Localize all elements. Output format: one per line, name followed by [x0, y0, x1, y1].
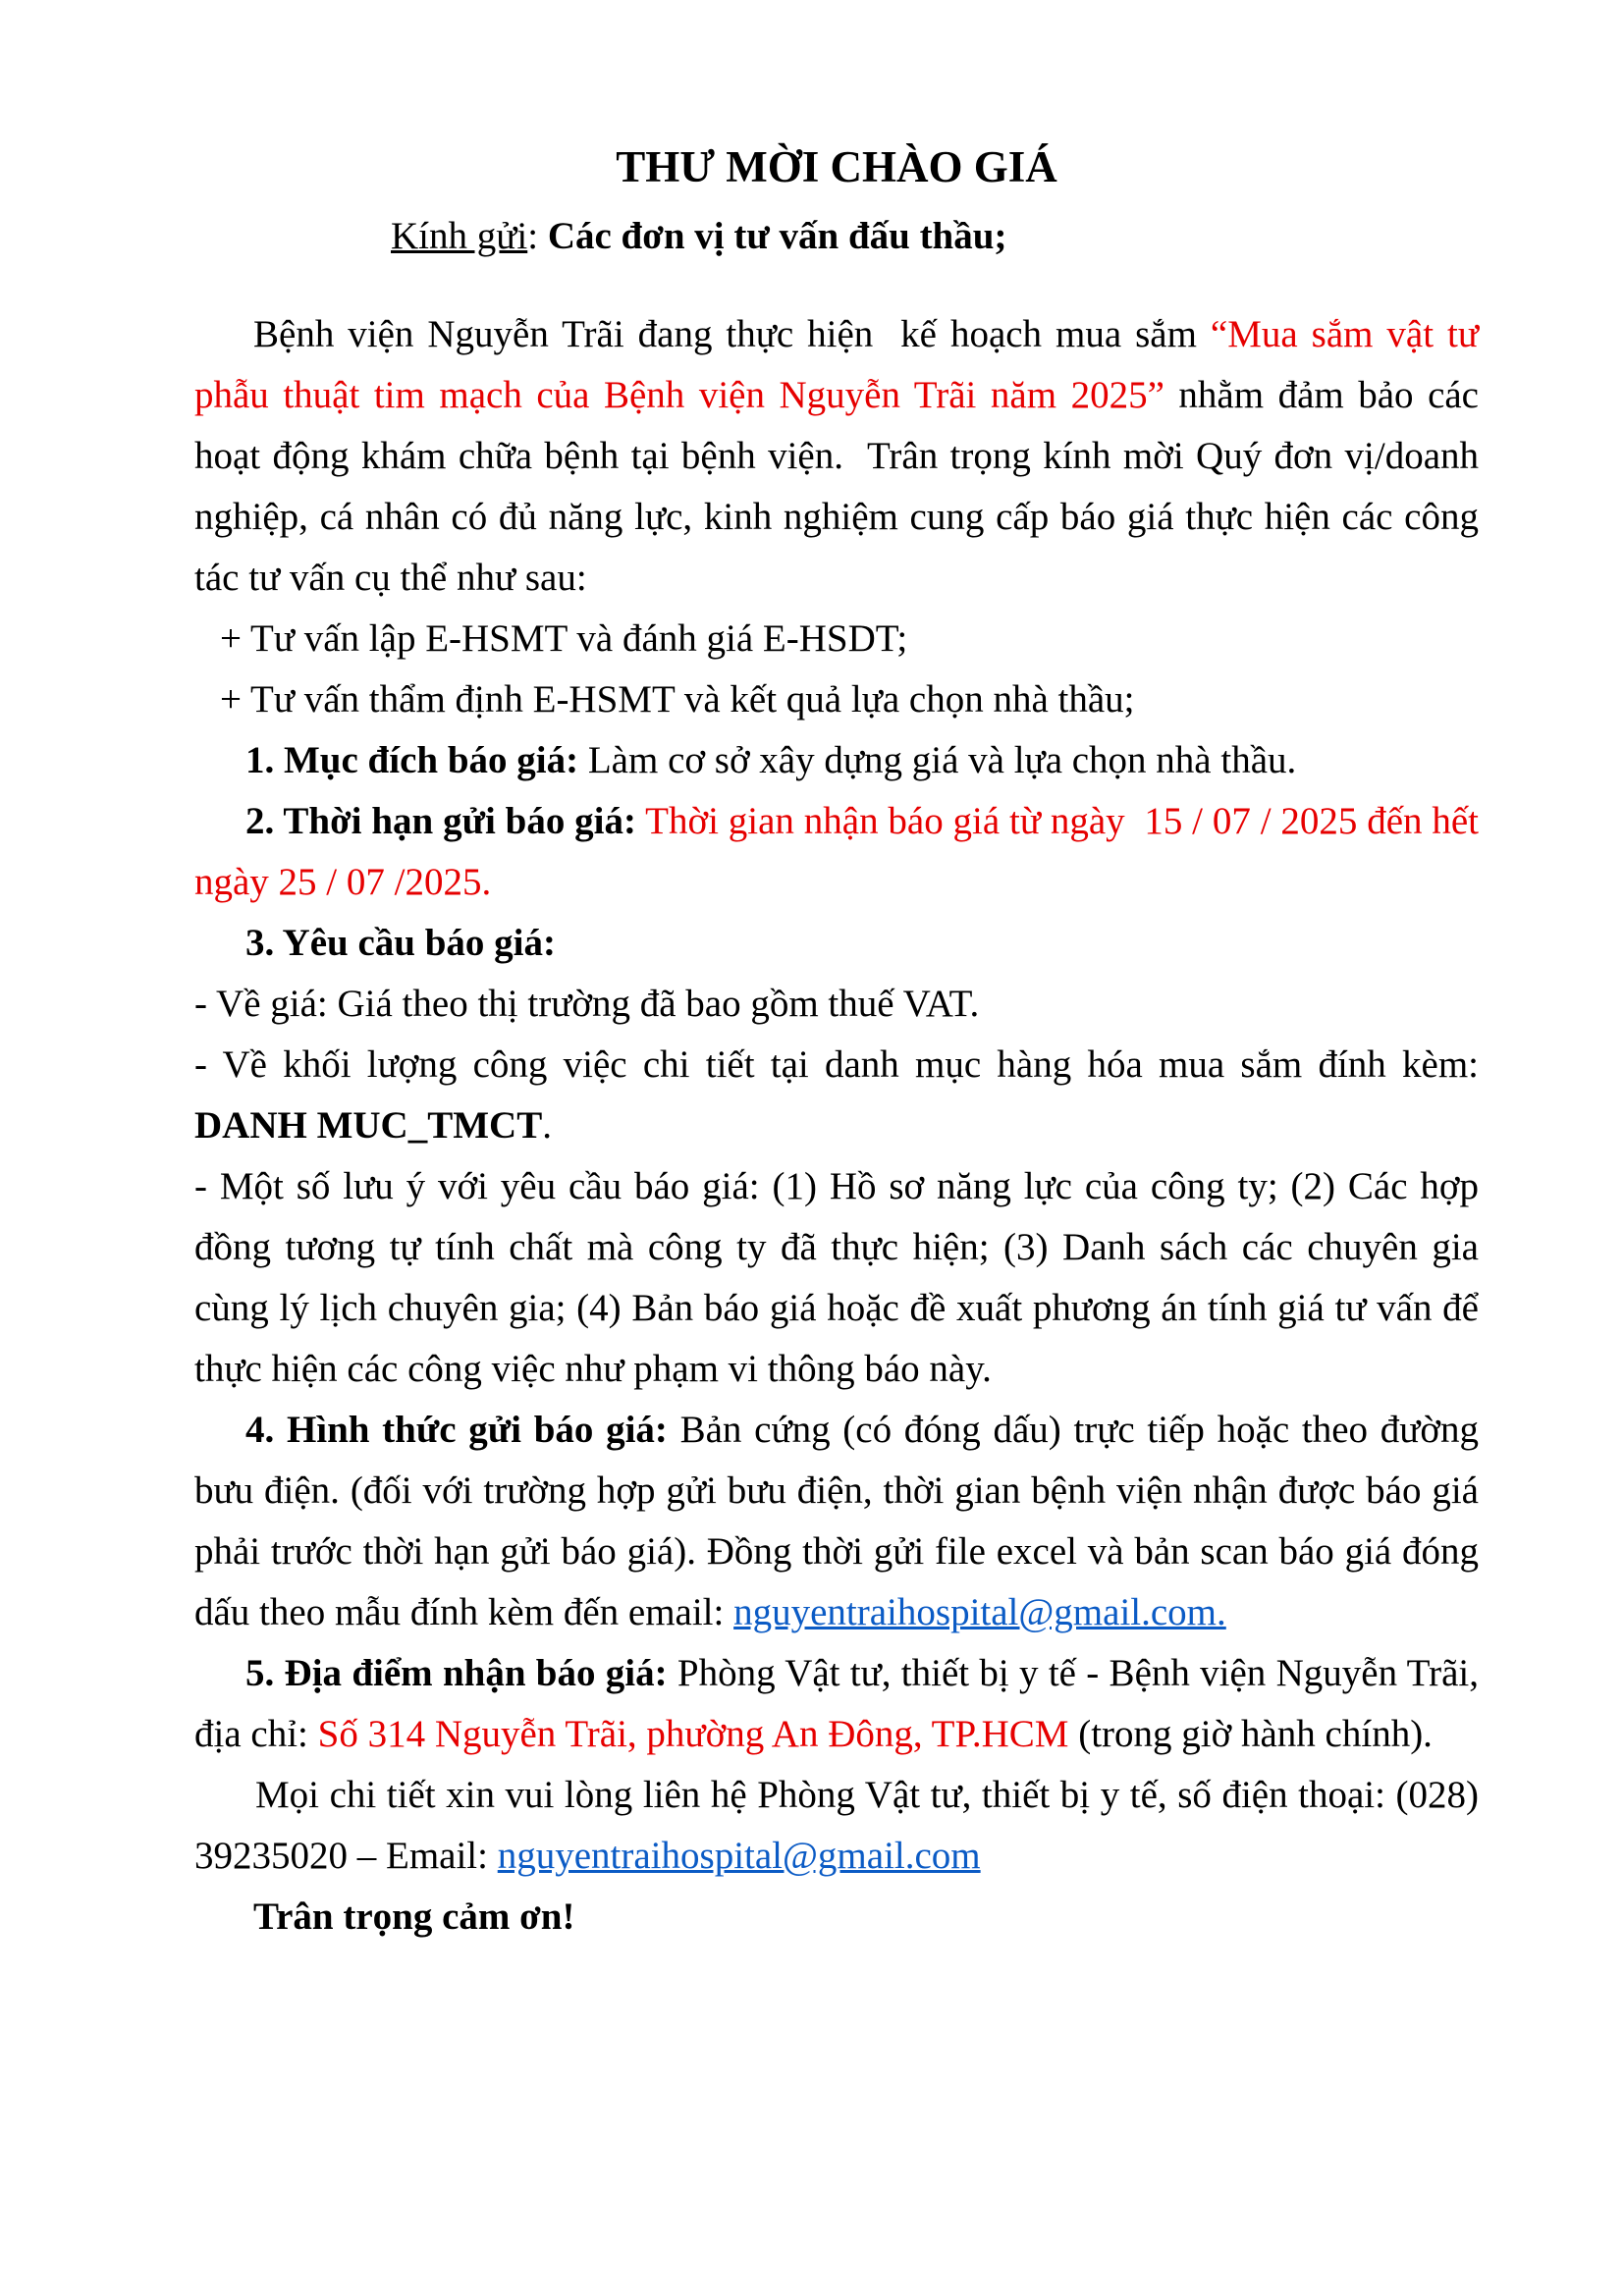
price-requirement: - Về giá: Giá theo thị trường đã bao gồm thuế VAT. — [194, 983, 980, 1025]
location-item-suffix: (trong giờ hành chính). — [1068, 1713, 1433, 1755]
salutation-recipient: Các đơn vị tư vấn đấu thầu; — [547, 215, 1007, 257]
intro-paragraph — [194, 304, 1489, 609]
page-title: THƯ MỜI CHÀO GIÁ — [616, 142, 1057, 191]
purpose-item — [194, 730, 1479, 791]
intro-text-before: Bệnh viện Nguyễn Trãi đang thực hiện kế hoạch mua sắm — [253, 313, 1211, 355]
location-item-label: 5. Địa điểm nhận báo giá: — [245, 1652, 668, 1694]
contact-text: Mọi chi tiết xin vui lòng liên hệ Phòng Vật tư, thiết bị y tế, số điện thoại: (028) 39235020 – Email: — [194, 1774, 1489, 1877]
deadline-item-label: 2. Thời hạn gửi báo giá: — [245, 800, 637, 842]
location-item-text: Phòng Vật tư, thiết bị y tế - Bệnh viện Nguyễn Trãi, địa chỉ: — [194, 1652, 1489, 1755]
deadline-item — [194, 791, 1489, 913]
closing-thanks: Trân trọng cảm ơn! — [253, 1896, 575, 1938]
salutation-separator: : — [527, 215, 548, 257]
volume-requirement — [194, 1035, 1489, 1156]
attachment-name: DANH MUC_TMCT — [194, 1104, 543, 1147]
hospital-address: Số 314 Nguyễn Trãi, phường An Đông, TP.HCM — [317, 1713, 1069, 1755]
volume-requirement-text: - Về khối lượng công việc chi tiết tại danh mục hàng hóa mua sắm đính kèm: — [194, 1043, 1489, 1086]
notes-requirement: - Một số lưu ý với yêu cầu báo giá: (1) Hồ sơ năng lực của công ty; (2) Các hợp đồng tương tự tính chất mà công ty đã thực hiện; (3) Danh sách các chuyên gia cùng lý lịch chuyên gia; (4) Bản báo giá hoặc đề xuất phương án tính giá tư vấn để thực hiện các công việc như phạm vi thông báo này. — [194, 1165, 1489, 1390]
intro-text-after: nhằm đảm bảo các hoạt động khám chữa bệnh tại bệnh viện. Trân trọng kính mời Quý đơn vị/doanh nghiệp, cá nhân có đủ năng lực, kinh nghiệm cung cấp báo giá thực hiện các công tác tư vấn cụ thể như sau: — [194, 374, 1489, 599]
contact-email-link[interactable]: nguyentraihospital@gmail.com — [497, 1835, 981, 1877]
submission-item-text: Bản cứng (có đóng dấu) trực tiếp hoặc theo đường bưu điện. (đối với trường hợp gửi bưu điện, thời gian bệnh viện nhận được báo giá phải trước thời hạn gửi báo giá). Đồng thời gửi file excel và bản scan báo giá đóng dấu theo mẫu đính kèm đến email: — [194, 1409, 1489, 1633]
requirements-heading-label: 3. Yêu cầu báo giá: — [245, 922, 556, 964]
requirements-heading — [194, 913, 1479, 974]
volume-requirement-period: . — [542, 1104, 552, 1147]
document-content — [194, 135, 1489, 1948]
consulting-task-item-2: + Tư vấn thẩm định E-HSMT và kết quả lựa chọn nhà thầu; — [220, 678, 1135, 721]
contact-paragraph — [194, 1765, 1489, 1887]
submission-item-label: 4. Hình thức gửi báo giá: — [245, 1409, 668, 1451]
purpose-item-label: 1. Mục đích báo giá: — [245, 739, 579, 781]
salutation-label: Kính gửi — [391, 215, 528, 257]
consulting-task-item-1: + Tư vấn lập E-HSMT và đánh giá E-HSDT; — [220, 617, 908, 660]
location-item — [194, 1643, 1489, 1765]
salutation-line — [391, 206, 1479, 267]
purpose-item-text: Làm cơ sở xây dựng giá và lựa chọn nhà thầu. — [578, 739, 1297, 781]
submission-item — [194, 1400, 1489, 1643]
procurement-plan-name: “Mua sắm vật tư phẫu thuật tim mạch của Bệnh viện Nguyễn Trãi năm 2025” — [194, 313, 1489, 416]
submission-email-link[interactable]: nguyentraihospital@gmail.com. — [733, 1591, 1226, 1633]
deadline-dates: Thời gian nhận báo giá từ ngày 15 / 07 / 2025 đến hết ngày 25 / 07 /2025. — [194, 800, 1489, 903]
